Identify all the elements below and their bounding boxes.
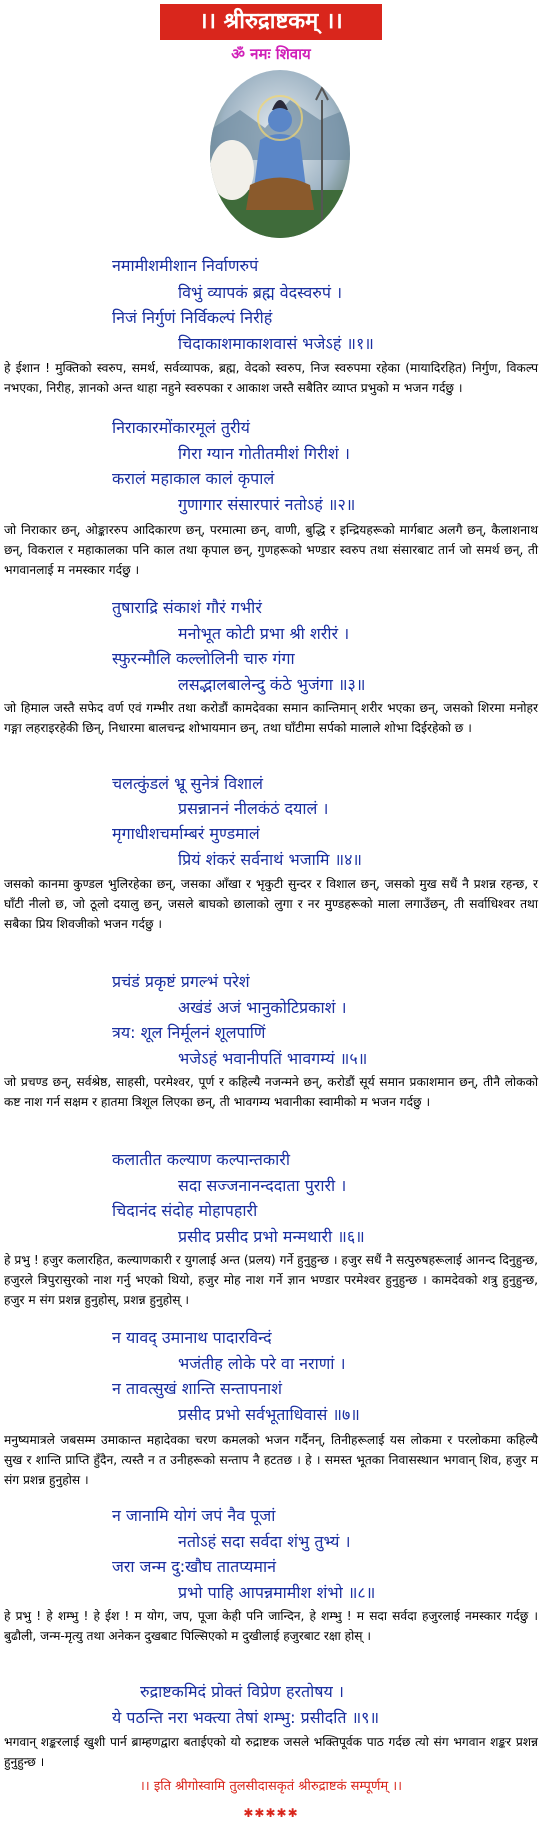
verse-9-meaning: भगवान् शङ्करलाई खुशी पार्न ब्राम्हणद्वारा बताईएको यो रुद्राष्टक जसले भक्तिपूर्वक पाठ गर्दछ त्यो संग भगवान शङ्कर प्रशन्न हुनुहुन्छ । [4,1735,538,1769]
verse-2-line-1: निराकारमोंकारमूलं तुरीयं [112,418,250,437]
invocation: ॐ नमः शिवाय [231,45,311,63]
shiva-image [210,70,350,238]
verse-2-line-4: गुणागार संसारपारं नतोऽहं ॥२॥ [178,495,356,514]
verse-5-meaning: जो प्रचण्ड छन्, सर्वश्रेष्ठ, साहसी, परमेश्वर, पूर्ण र कहिल्यै नजन्मने छन्, करोडौं सूर्य समान प्रकाशमान छन्, तीनै लोकको कष्ट नाश गर्न सक्षम र हातमा त्रिशूल लिएका छन्, ती भावगम्य भवानीका स्वामीको म भजन गर्दछु । [4,1075,538,1109]
verse-4-line-2: प्रसन्नाननं नीलकंठं दयालं । [178,799,329,818]
shiva-portrait [210,70,350,238]
verse-5-line-4: भजेऽहं भवानीपतिं भावगम्यं ॥५॥ [178,1049,368,1068]
end-mark: ✱✱✱✱✱ [243,1806,299,1820]
verse-3-line-4: लसद्भालबालेन्दु कंठे भुजंगा ॥३॥ [178,675,366,694]
page-title: ।। श्रीरुद्राष्टकम् ।। [160,4,382,40]
verse-8-meaning: हे प्रभु ! हे शम्भु ! हे ईश ! म योग, जप, पूजा केही पनि जान्दिन, हे शम्भु ! म सदा सर्वदा हजुरलाई नमस्कार गर्दछु । बुढौली, जन्म-मृत्यु तथा अनेकन दुखबाट पिल्सिएको म दुखीलाई हजुरबाट रक्षा होस् । [4,1609,538,1643]
verse-3-line-3: स्फुरन्मौलि कल्लोलिनी चारु गंगा [112,649,295,668]
verse-8-line-2: नतोऽहं सदा सर्वदा शंभु तुभ्यं । [178,1532,351,1551]
verse-8-line-4: प्रभो पाहि आपन्नमामीश शंभो ॥८॥ [178,1583,376,1602]
verse-4-meaning: जसको कानमा कुण्डल भुलिरहेका छन्, जसका आँखा र भृकुटी सुन्दर र विशाल छन्, जसको मुख सधैं नै प्रशन्न रहन्छ, र घाँटी नीलो छ, जो ठूलो दयालु छन्, जसले बाघको छालाको लुगा र नर मुण्डहरूको माला लगाउँछन्, ती सर्वाधिश्वर तथा सबैका प्रिय शिवजीको भजन गर्दछु । [4,877,538,931]
verse-8-line-1: न जानामि योगं जपं नैव पूजां [112,1506,276,1525]
verse-9-line-2: ये पठन्ति नरा भक्त्या तेषां शम्भु: प्रसीदति ॥९॥ [112,1708,380,1727]
verse-1-line-2: विभुं व्यापकं ब्रह्म वेदस्वरुपं । [178,283,343,302]
verse-6-line-1: कलातीत कल्याण कल्पान्तकारी [112,1150,290,1169]
verse-6-line-3: चिदानंद संदोह मोहापहारी [112,1201,258,1220]
verse-2-line-2: गिरा ग्यान गोतीतमीशं गिरीशं । [178,444,350,463]
verse-3-meaning: जो हिमाल जस्तै सफेद वर्ण एवं गम्भीर तथा करोडौं कामदेवका समान कान्तिमान् शरीर भएका छन्, जसको शिरमा मनोहर गङ्गा लहराइरहेकी छिन्, निधारमा बालचन्द्र शोभायमान छन्, तथा घाँटीमा सर्पको मालाले शोभा दिईरहेको छ । [4,701,538,735]
verse-1-line-1: नमामीशमीशान निर्वाणरुपं [112,256,259,275]
verse-1-line-3: निजं निर्गुणं निर्विकल्पं निरीहं [112,308,273,327]
verse-4-line-4: प्रियं शंकरं सर्वनाथं भजामि ॥४॥ [178,850,363,869]
verse-7-line-4: प्रसीद प्रभो सर्वभूताधिवासं ॥७॥ [178,1405,360,1424]
verse-5-line-2: अखंडं अजं भानुकोटिप्रकाशं । [178,998,347,1017]
verse-6-line-2: सदा सज्जनानन्ददाता पुरारी । [178,1176,347,1195]
colophon: ।। इति श्रीगोस्वामि तुलसीदासकृतं श्रीरुद्राष्टकं सम्पूर्णम् ।। [139,1779,403,1794]
verse-9-line-1: रुद्राष्टकमिदं प्रोक्तं विप्रेण हरतोषय । [140,1682,344,1701]
verse-6-meaning: हे प्रभु ! हजुर कलारहित, कल्याणकारी र युगलाई अन्त (प्रलय) गर्ने हुनुहुन्छ । हजुर सधैं नै सत्पुरुषहरूलाई आनन्द दिनुहुन्छ, हजुरले त्रिपुरासुरको नाश गर्नु भएको थियो, हजुर मोह नाश गर्ने ज्ञान भण्डार परमेश्वर हुनुहुन्छ । कामदेवको शत्रु हुनुहुन्छ, हजुर म संग प्रशन्न हुनुहोस्, प्रशन्न हुनुहोस् । [4,1253,538,1307]
verse-4-line-3: मृगाधीशचर्माम्बरं मुण्डमालं [112,824,260,843]
verse-7-meaning: मनुष्यमात्रले जबसम्म उमाकान्त महादेवका चरण कमलको भजन गर्दैनन्, तिनीहरूलाई यस लोकमा र परलोकमा कहिल्यै सुख र शान्ति प्राप्ति हुँदैन, त्यस्तै न त उनीहरूको सन्ताप नै हटतछ । हे । समस्त भूतका निवासस्थान भगवान् शिव, हजुर म संग प्रशन्न हुनुहोस । [4,1433,538,1487]
verse-7-line-3: न तावत्सुखं शान्ति सन्तापनाशं [112,1379,282,1398]
verse-2-meaning: जो निराकार छन्, ओङ्काररुप आदिकारण छन्, परमात्मा छन्, वाणी, बुद्धि र इन्द्रियहरूको मार्गबाट अलगै छन्, कैलाशनाथ छन्, विकराल र महाकालका पनि काल तथा कृपाल छन्, गुणहरूको भण्डार स्वरुप तथा संसारबाट तार्न जो समर्थ छन्, ती भगवानलाई म नमस्कार गर्दछु । [4,523,538,577]
verse-5-line-1: प्रचंडं प्रकृष्टं प्रगल्भं परेशं [112,972,250,991]
verse-6-line-4: प्रसीद प्रसीद प्रभो मन्मथारी ॥६॥ [178,1227,365,1246]
verse-2-line-3: करालं महाकाल कालं कृपालं [112,469,275,488]
verse-1-line-4: चिदाकाशमाकाशवासं भजेऽहं ॥१॥ [178,334,374,353]
verse-7-line-2: भजंतीह लोके परे वा नराणां । [178,1354,346,1373]
verse-4-line-1: चलत्कुंडलं भ्रू सुनेत्रं विशालं [112,774,263,793]
verse-1-meaning: हे ईशान ! मुक्तिको स्वरुप, समर्थ, सर्वव्यापक, ब्रह्म, वेदको स्वरुप, निज स्वरुपमा रहेका (मायादिरहित) निर्गुण, विकल्प नभएका, निरीह, ज्ञानको अन्त थाहा नहुने स्वरुपका र आकाश जस्तै सबैतिर व्याप्त प्रभुको म भजन गर्दछु । [4,361,538,395]
verse-5-line-3: त्रय: शूल निर्मूलनं शूलपाणिं [112,1023,266,1042]
verse-8-line-3: जरा जन्म दु:खौघ तातप्यमानं [112,1557,276,1576]
verse-7-line-1: न यावद् उमानाथ पादारविन्दं [112,1328,272,1347]
verse-3-line-2: मनोभूत कोटी प्रभा श्री शरीरं । [178,624,350,643]
verse-3-line-1: तुषाराद्रि संकाशं गौरं गभीरं [112,598,262,617]
